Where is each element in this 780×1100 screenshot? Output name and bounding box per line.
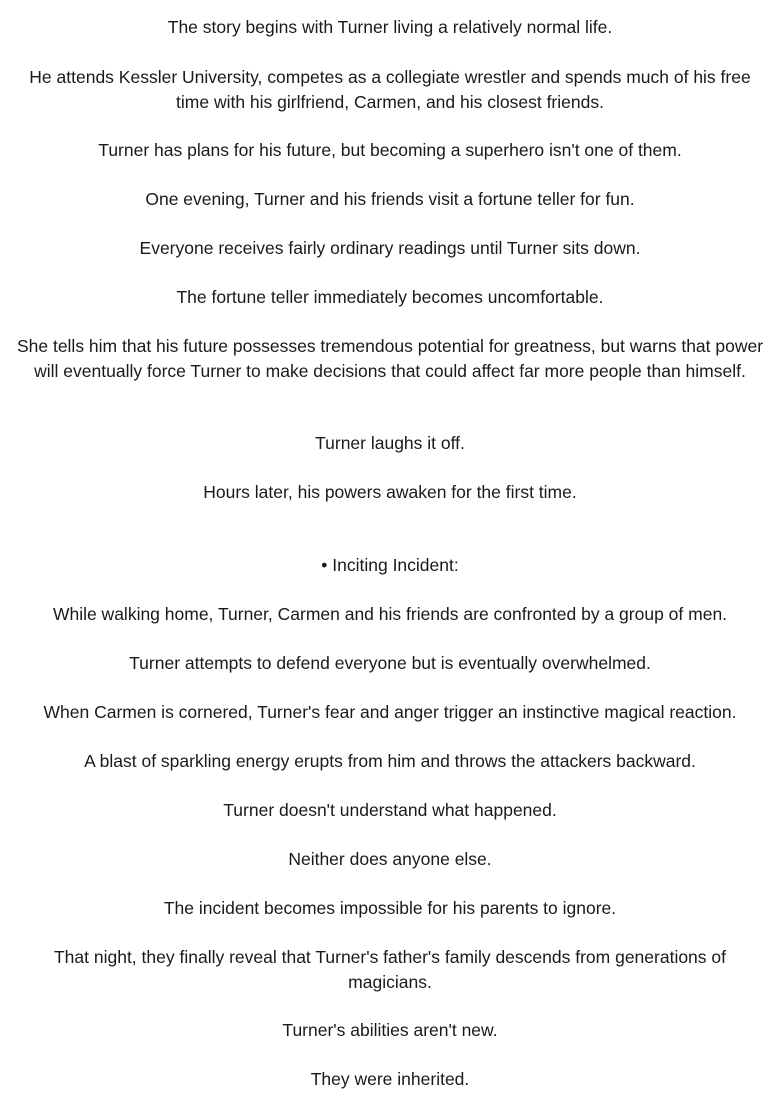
paragraph-overwhelmed: Turner attempts to defend everyone but is eventually overwhelmed. — [129, 653, 651, 673]
paragraph-blast: A blast of sparkling energy erupts from him and throws the attackers backward. — [84, 751, 696, 771]
paragraph-reveal: That night, they finally reveal that Turner's father's family descends from generations of magicians. — [53, 947, 726, 992]
paragraph-kessler: He attends Kessler University, competes as a collegiate wrestler and spends much of his free time with his girlfriend, Carmen, and his closest friends. — [29, 67, 751, 112]
paragraph-uncomfortable: The fortune teller immediately becomes uncomfortable. — [176, 287, 604, 307]
paragraph-warning: She tells him that his future possesses tremendous potential for greatness, but warns that power will eventually force Turner to make decisions that could affect far more people than himself. — [16, 336, 764, 381]
paragraph-doesnt-understand: Turner doesn't understand what happened. — [223, 800, 557, 820]
paragraph-readings: Everyone receives fairly ordinary readings until Turner sits down. — [139, 238, 641, 258]
paragraph-plans: Turner has plans for his future, but becoming a superhero isn't one of them. — [98, 140, 682, 160]
paragraph-laughs: Turner laughs it off. — [315, 433, 465, 453]
paragraph-story-begins: The story begins with Turner living a relatively normal life. — [167, 17, 613, 37]
paragraph-not-new: Turner's abilities aren't new. — [282, 1020, 498, 1040]
paragraph-walking-home: While walking home, Turner, Carmen and his friends are confronted by a group of men. — [52, 604, 728, 624]
paragraph-cornered: When Carmen is cornered, Turner's fear and anger trigger an instinctive magical reaction. — [43, 702, 737, 722]
paragraph-neither: Neither does anyone else. — [288, 849, 492, 869]
section-heading-inciting: • Inciting Incident: — [321, 555, 459, 575]
paragraph-inherited: They were inherited. — [310, 1069, 470, 1089]
paragraph-fortune-teller: One evening, Turner and his friends visit a fortune teller for fun. — [145, 189, 635, 209]
paragraph-parents: The incident becomes impossible for his parents to ignore. — [163, 898, 617, 918]
paragraph-powers-awaken: Hours later, his powers awaken for the first time. — [203, 482, 577, 502]
